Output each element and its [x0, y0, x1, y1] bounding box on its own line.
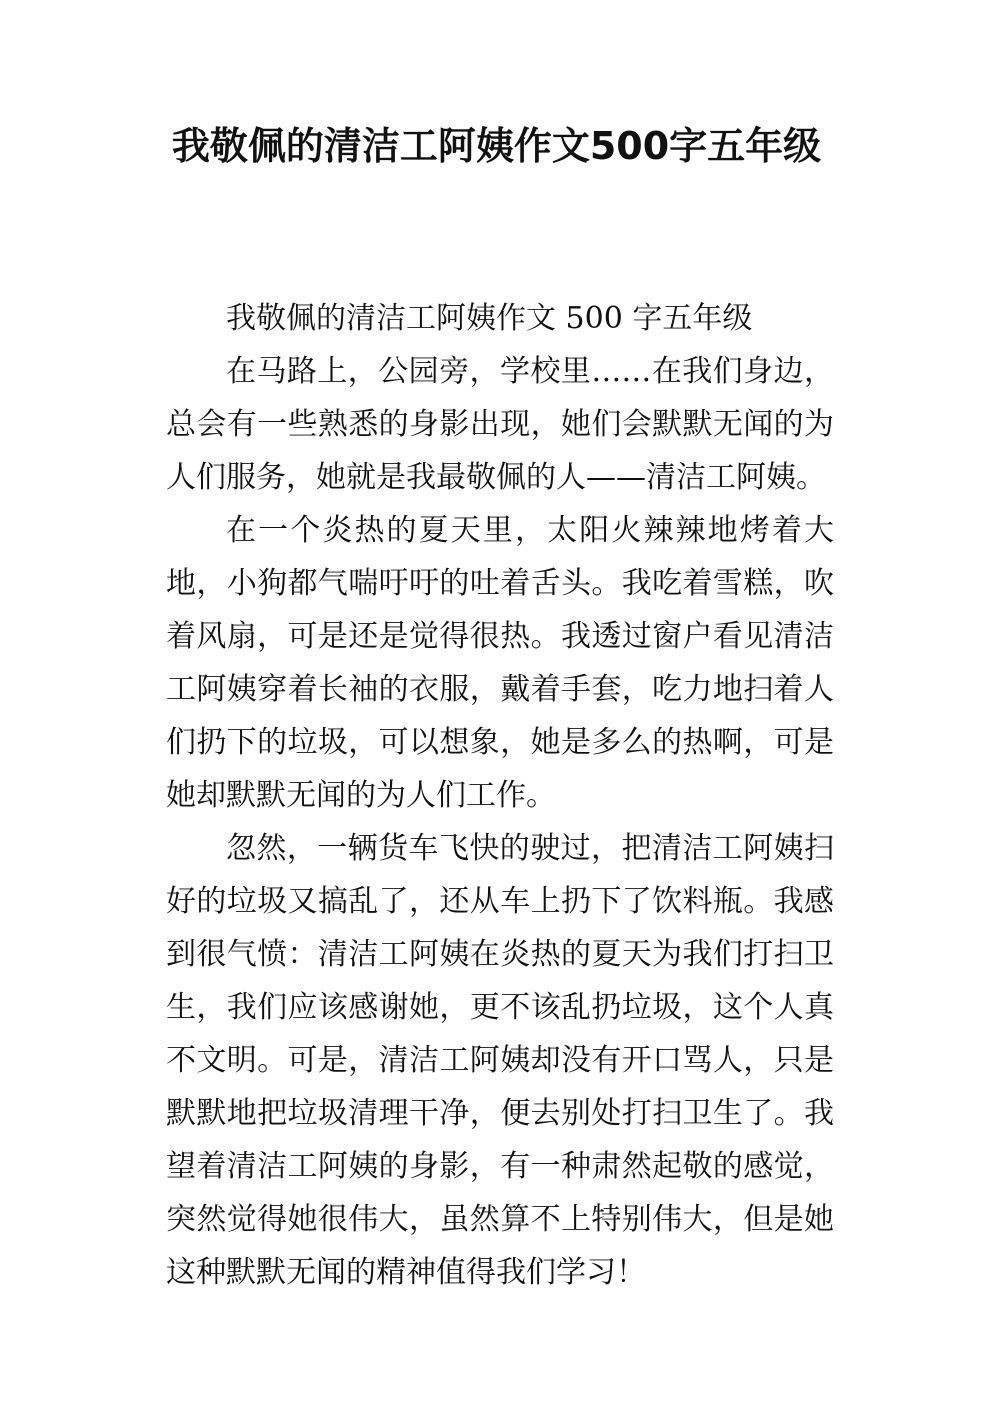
document-body [166, 292, 834, 1299]
document-title: 我敬佩的清洁工阿姨作文500字五年级 [171, 124, 822, 168]
paragraph-2: 在一个炎热的夏天里，太阳火辣辣地烤着大地，小狗都气喘吁吁的吐着舌头。我吃着雪糕，吹着风扇，可是还是觉得很热。我透过窗户看见清洁工阿姨穿着长袖的衣服，戴着手套，吃力地扫着人们扔下的垃圾，可以想象，她是多么的热啊，可是她却默默无闻的为人们工作。 [166, 513, 834, 813]
paragraph-1: 在马路上，公园旁，学校里……在我们身边，总会有一些熟悉的身影出现，她们会默默无闻的为人们服务，她就是我最敬佩的人——清洁工阿姨。 [166, 354, 834, 495]
paragraph-subtitle: 我敬佩的清洁工阿姨作文 500 字五年级 [226, 301, 753, 336]
paragraph-3: 忽然，一辆货车飞快的驶过，把清洁工阿姨扫好的垃圾又搞乱了，还从车上扔下了饮料瓶。我感到很气愤：清洁工阿姨在炎热的夏天为我们打扫卫生，我们应该感谢她，更不该乱扔垃圾，这个人真不文明。可是，清洁工阿姨却没有开口骂人，只是默默地把垃圾清理干净，便去别处打扫卫生了。我望着清洁工阿姨的身影，有一种肃然起敬的感觉，突然觉得她很伟大，虽然算不上特别伟大，但是她这种默默无闻的精神值得我们学习！ [166, 831, 834, 1290]
